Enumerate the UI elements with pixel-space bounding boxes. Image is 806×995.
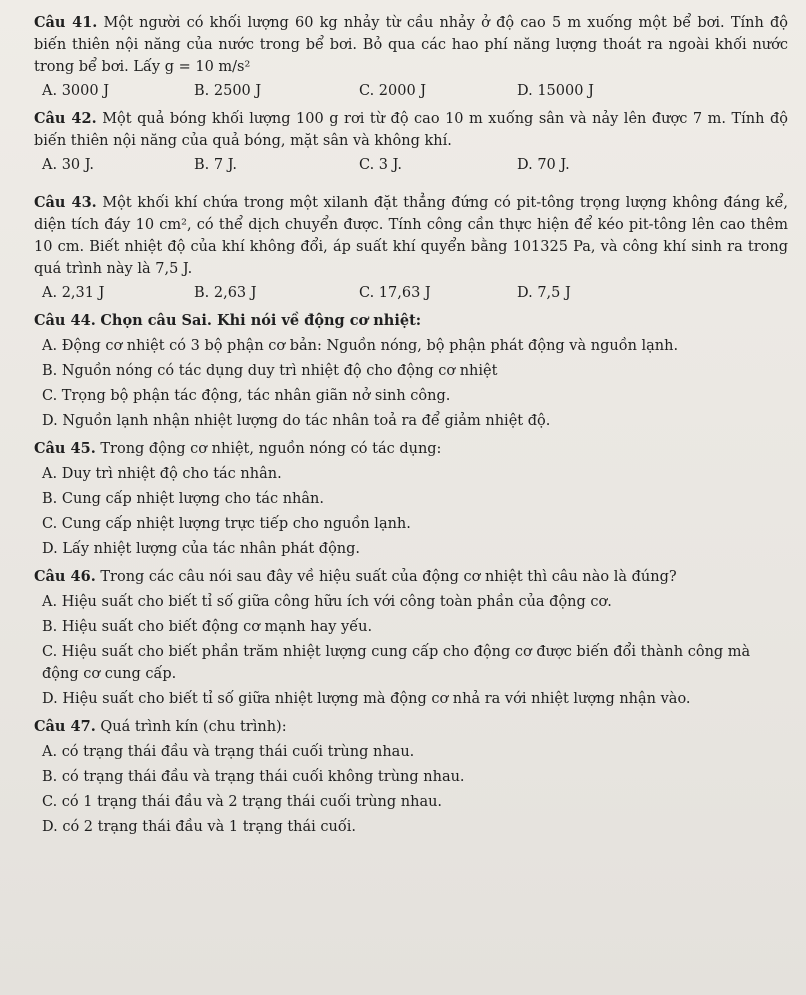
question-number: Câu 42.	[34, 110, 97, 127]
question-number: Câu 47.	[34, 718, 96, 735]
option-c: C. có 1 trạng thái đầu và 2 trạng thái cuối trùng nhau.	[42, 794, 443, 810]
question-46	[34, 566, 788, 710]
question-text: Trong các câu nói sau đây về hiệu suất của động cơ nhiệt thì câu nào là đúng?	[100, 569, 677, 585]
option-c: C. Cung cấp nhiệt lượng trực tiếp cho nguồn lạnh.	[42, 516, 411, 532]
question-number: Câu 45.	[34, 440, 96, 457]
option-b: B. Nguồn nóng có tác dụng duy trì nhiệt độ cho động cơ nhiệt	[42, 363, 498, 379]
question-text: Trong động cơ nhiệt, nguồn nóng có tác dụng:	[100, 441, 442, 457]
option-a: A. có trạng thái đầu và trạng thái cuối trùng nhau.	[42, 744, 415, 760]
option-a: A. Hiệu suất cho biết tỉ số giữa công hữu ích với công toàn phần của động cơ.	[42, 594, 612, 610]
question-text: Một khối khí chứa trong một xilanh đặt thẳng đứng có pit-tông trọng lượng không đáng kể, diện tích đáy 10 cm², có thể dịch chuyển được. Tính công cần thực hiện để kéo pit-tông lên cao thêm 10 cm. Biết nhiệt độ của khí không đổi, áp suất khí quyển bằng 101325 Pa, và công khí sinh ra trong quá trình này là 7,5 J.	[34, 195, 788, 277]
option-b: B. Hiệu suất cho biết động cơ mạnh hay yếu.	[42, 619, 373, 635]
option-a: A. 3000 J	[42, 83, 110, 99]
question-number: Câu 41.	[34, 14, 98, 31]
option-b: B. 2,63 J	[194, 285, 257, 301]
options-list	[42, 463, 788, 560]
option-c: C. 2000 J	[359, 83, 427, 99]
option-d: D. có 2 trạng thái đầu và 1 trạng thái cuối.	[42, 819, 356, 835]
option-a: A. Động cơ nhiệt có 3 bộ phận cơ bản: Nguồn nóng, bộ phận phát động và nguồn lạnh.	[42, 338, 679, 354]
option-b: B. 2500 J	[194, 83, 262, 99]
options-row	[34, 80, 788, 102]
option-a: A. 30 J.	[42, 157, 95, 173]
option-d: D. 7,5 J	[517, 285, 571, 301]
question-43	[34, 192, 788, 304]
option-b: B. có trạng thái đầu và trạng thái cuối không trùng nhau.	[42, 769, 465, 785]
question-44	[34, 310, 788, 432]
option-b: B. 7 J.	[194, 157, 238, 173]
question-number: Câu 46.	[34, 568, 96, 585]
options-list	[42, 741, 788, 838]
option-d: D. 70 J.	[517, 157, 570, 173]
option-c: C. Hiệu suất cho biết phần trăm nhiệt lượng cung cấp cho động cơ được biến đổi thành công mà động cơ cung cấp.	[42, 644, 751, 682]
option-a: A. Duy trì nhiệt độ cho tác nhân.	[42, 466, 282, 482]
question-text: Một người có khối lượng 60 kg nhảy từ cầu nhảy ở độ cao 5 m xuống một bể bơi. Tính độ biến thiên nội năng của nước trong bể bơi. Bỏ qua các hao phí năng lượng thoát ra ngoài khối nước trong bể bơi. Lấy g = 10 m/s²	[34, 15, 789, 75]
options-row	[34, 282, 788, 304]
options-list	[42, 335, 788, 432]
question-number: Câu 43.	[34, 194, 97, 211]
option-c: C. 3 J.	[359, 157, 402, 173]
option-c: C. Trọng bộ phận tác động, tác nhân giãn nở sinh công.	[42, 388, 451, 404]
question-42	[34, 108, 788, 176]
option-d: D. Lấy nhiệt lượng của tác nhân phát động.	[42, 541, 361, 557]
option-a: A. 2,31 J	[42, 285, 105, 301]
option-d: D. 15000 J	[517, 83, 594, 99]
option-b: B. Cung cấp nhiệt lượng cho tác nhân.	[42, 491, 324, 507]
option-c: C. 17,63 J	[359, 285, 431, 301]
question-text: Quá trình kín (chu trình):	[100, 719, 287, 735]
option-d: D. Nguồn lạnh nhận nhiệt lượng do tác nhân toả ra để giảm nhiệt độ.	[42, 413, 551, 429]
question-text: Chọn câu Sai. Khi nói về động cơ nhiệt:	[100, 312, 422, 329]
options-row	[34, 154, 788, 176]
question-text: Một quả bóng khối lượng 100 g rơi từ độ cao 10 m xuống sân và nảy lên được 7 m. Tính độ biến thiên nội năng của quả bóng, mặt sân và không khí.	[34, 111, 789, 149]
question-47	[34, 716, 788, 838]
options-list	[42, 591, 788, 710]
question-number: Câu 44.	[34, 312, 96, 329]
question-45	[34, 438, 788, 560]
option-d: D. Hiệu suất cho biết tỉ số giữa nhiệt lượng mà động cơ nhả ra với nhiệt lượng nhận vào.	[42, 691, 691, 707]
question-41	[34, 12, 788, 102]
